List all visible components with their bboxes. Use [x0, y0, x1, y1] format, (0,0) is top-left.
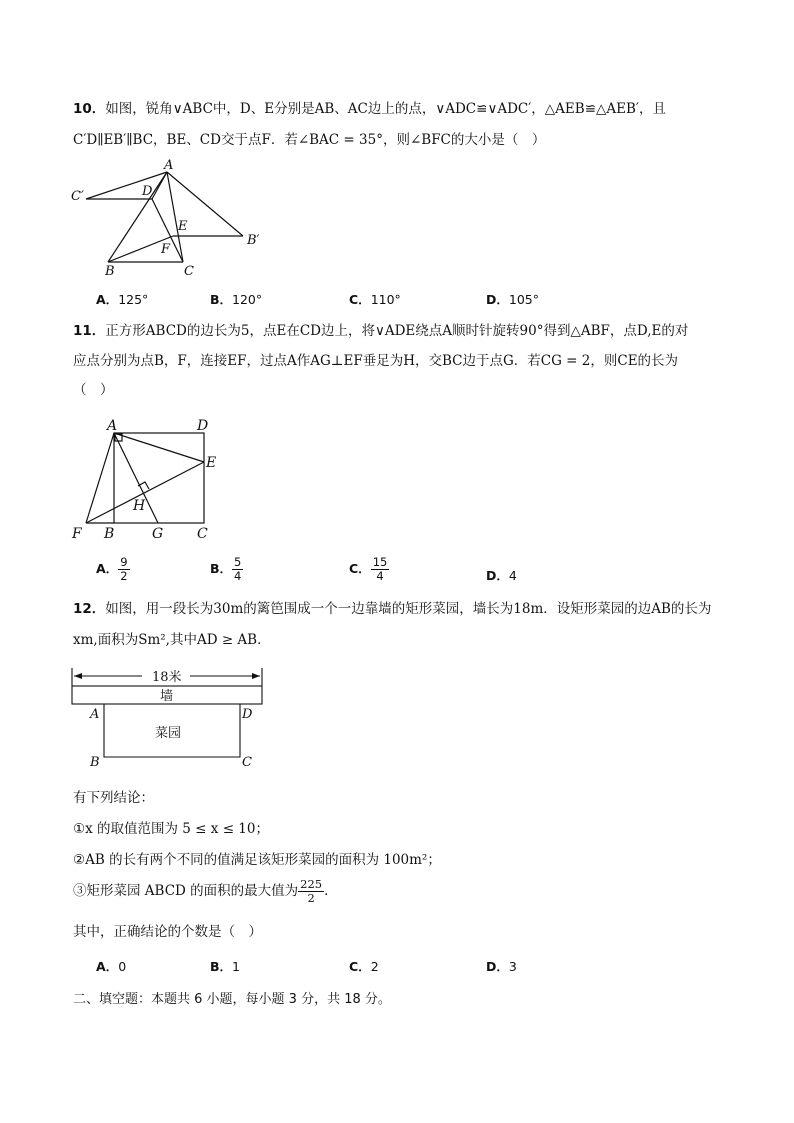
q11-label-C: C — [197, 526, 208, 542]
q11-square — [114, 433, 204, 523]
q11-seg-AE — [114, 433, 204, 462]
q12-option-c[interactable]: C．2 — [349, 959, 379, 974]
q10-label-A: A — [164, 158, 174, 173]
q11-label-G: G — [152, 526, 164, 542]
q11-right-angle-H — [138, 482, 149, 489]
q10-label-F: F — [161, 242, 171, 257]
q12-conclusion-3: ③矩形菜园 ABCD 的面积的最大值为 $\frac{225}{2}$ ． — [73, 877, 338, 905]
q12-figure — [66, 660, 276, 772]
q12-question: 其中，正确结论的个数是（ ） — [73, 924, 262, 940]
q10-label-D: D — [142, 184, 153, 199]
q11-seg-AF — [86, 433, 114, 523]
q12-dim-label: 18米 — [152, 670, 182, 685]
q12-label-C: C — [242, 755, 252, 770]
q11-label-D: D — [197, 418, 209, 434]
q10-option-b[interactable]: B．120° — [210, 292, 263, 307]
q11-line1 — [73, 321, 688, 341]
q11-option-a[interactable]: A． $\frac{9}{2}$ — [96, 555, 128, 583]
q12-conclusions-intro: 有下列结论： — [73, 790, 154, 806]
q11-number: 11． — [73, 323, 106, 339]
q12-garden-label: 菜园 — [155, 726, 182, 741]
q10-label-B: B — [105, 264, 115, 279]
q12-option-a[interactable]: A．0 — [96, 959, 127, 974]
q12-line1 — [73, 599, 711, 619]
q12-line2: xm,面积为Sm²,其中AD ≥ AB． — [73, 632, 271, 648]
q10-option-c[interactable]: C．110° — [349, 292, 401, 307]
q11-label-H: H — [133, 498, 146, 514]
q12-option-b[interactable]: B．1 — [210, 959, 240, 974]
q12-label-A: A — [90, 707, 100, 722]
q12-option-d[interactable]: D．3 — [486, 959, 517, 974]
q12-conclusion-1: ①x 的取值范围为 5 ≤ x ≤ 10； — [73, 821, 269, 837]
q11-line2: 应点分别为点B，F，连接EF，过点A作AG⊥EF垂足为H，交BC边于点G．若CG = 2，则CE的长为 — [73, 353, 679, 369]
q10-text-1: 如图，锐角∨ABC中，D、E分别是AB、AC边上的点，∨ADC≌∨ADC′，△AEB≌△AEB′，且 — [105, 101, 666, 117]
q12-conclusion-2: ②AB 的长有两个不同的值满足该矩形菜园的面积为 100m²； — [73, 852, 441, 868]
q10-option-d[interactable]: D．105° — [486, 292, 539, 307]
q10-label-B-prime: B′ — [247, 233, 260, 248]
q11-option-c[interactable]: C． $\frac{15}{4}$ — [349, 555, 388, 583]
section-2-heading: 二、填空题：本题共 6 小题，每小题 3 分，共 18 分。 — [73, 992, 391, 1007]
q10-number: 10． — [73, 101, 106, 117]
q11-label-A: A — [107, 418, 118, 434]
q10-line2: C′D∥EB′∥BC，BE、CD交于点F．若∠BAC = 35°，则∠BFC的大小是（ ） — [73, 132, 546, 148]
q11-label-B: B — [104, 526, 115, 542]
q10-label-C-prime: C′ — [71, 189, 84, 204]
q11-label-E: E — [206, 455, 217, 471]
q12-conclusion-3-fraction: $\frac{225}{2}$ — [300, 877, 323, 905]
q10-label-C: C — [184, 264, 194, 279]
q12-dim-arrow-right — [252, 673, 260, 679]
q11-figure — [66, 412, 226, 544]
q11-text-1: 正方形ABCD的边长为5，点E在CD边上，将∨ADE绕点A顺时针旋转90°得到△ABF，点D,E的对 — [105, 323, 689, 339]
q12-label-B: B — [90, 755, 100, 770]
q11-option-a-fraction: $\frac{9}{2}$ — [120, 555, 128, 583]
q12-text-1: 如图，用一段长为30m的篱笆围成一个一边靠墙的矩形菜园，墙长为18m．设矩形菜园的边AB的长为 — [105, 601, 712, 617]
q12-label-D: D — [242, 707, 253, 722]
q10-option-a[interactable]: A．125° — [96, 292, 149, 307]
q10-seg-AB — [108, 172, 167, 262]
q11-option-b[interactable]: B． $\frac{5}{4}$ — [210, 555, 242, 583]
q11-option-c-fraction: $\frac{15}{4}$ — [372, 555, 388, 583]
q12-dim-arrow-left — [74, 673, 82, 679]
q11-option-b-fraction: $\frac{5}{4}$ — [234, 555, 242, 583]
q12-wall-label: 墙 — [160, 689, 174, 704]
q10-label-E: E — [178, 219, 188, 234]
q11-option-d[interactable]: D．4 — [486, 568, 517, 583]
q11-label-F: F — [72, 526, 82, 542]
q10-line1 — [73, 99, 666, 119]
q12-number: 12． — [73, 601, 106, 617]
q10-figure — [68, 158, 278, 280]
q11-line3: （ ） — [73, 382, 114, 398]
